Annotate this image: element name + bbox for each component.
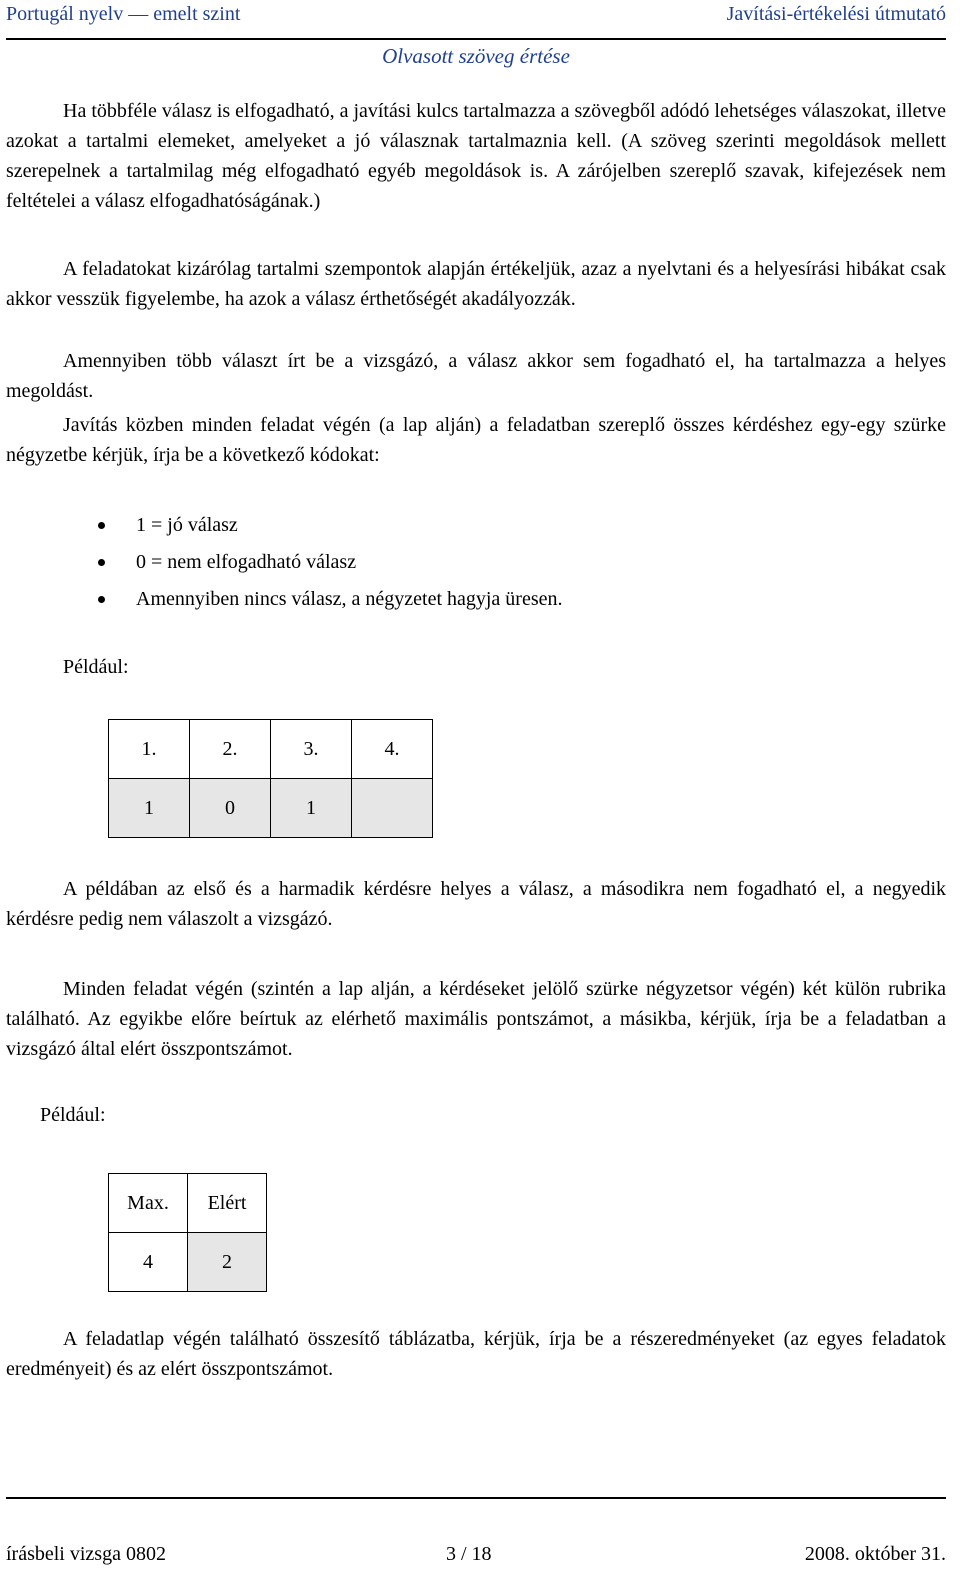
- table-row: [109, 1233, 267, 1292]
- example-answer-table: [108, 719, 433, 838]
- table-header-cell: 2.: [190, 720, 271, 779]
- table-header-cell: Elért: [188, 1174, 267, 1233]
- earned-score-cell: 2: [188, 1233, 267, 1292]
- table-row: [109, 779, 433, 838]
- page-number: 3 / 18: [446, 1543, 492, 1565]
- paragraph-1: Ha többféle válasz is elfogadható, a javítási kulcs tartalmazza a szövegből adódó lehetséges válaszokat, illetve azokat a tartalmi elemeket, amelyeket a jó válasznak tartalmaznia kell. (A szöveg szerinti megoldások mellett szerepelnek a tartalmilag még elfogadható egyéb megoldások is. A zárójelben szereplő szavak, kifejezések nem feltételei a válasz elfogadhatóságának.): [6, 100, 946, 212]
- table-header-cell: 1.: [109, 720, 190, 779]
- header-divider: [6, 38, 946, 40]
- code-list: [98, 510, 563, 621]
- page-header: [6, 0, 946, 28]
- answer-cell: 0: [190, 779, 271, 838]
- footer-divider: [6, 1497, 946, 1499]
- footer-left: írásbeli vizsga 0802: [6, 1543, 166, 1565]
- score-table: [108, 1173, 267, 1292]
- code-item: 0 = nem elfogadható válasz: [98, 547, 563, 584]
- example-label-1: Például:: [63, 656, 129, 678]
- answer-cell: 1: [109, 779, 190, 838]
- max-score-cell: 4: [109, 1233, 188, 1292]
- paragraph-5: A példában az első és a harmadik kérdésre helyes a válasz, a másodikra nem fogadható el, a negyedik kérdésre pedig nem válaszolt a vizsgázó.: [6, 878, 946, 930]
- table-header-cell: 3.: [271, 720, 352, 779]
- table-header-cell: Max.: [109, 1174, 188, 1233]
- section-title: Olvasott szöveg értése: [382, 44, 570, 68]
- code-item: 1 = jó válasz: [98, 510, 563, 547]
- header-right: Javítási-értékelési útmutató: [726, 3, 946, 25]
- paragraph-4: Javítás közben minden feladat végén (a lap alján) a feladatban szereplő összes kérdéshez egy-egy szürke négyzetbe kérjük, írja be a következő kódokat:: [6, 414, 946, 466]
- paragraph-6: Minden feladat végén (szintén a lap alján, a kérdéseket jelölő szürke négyzetsor végén) két külön rubrika található. Az egyikbe előre beírtuk az elérhető maximális pontszámot, a másikba, kérjük, írja be a feladatban a vizsgázó által elért összpontszámot.: [6, 978, 946, 1060]
- paragraph-7: A feladatlap végén található összesítő táblázatba, kérjük, írja be a részeredményeket (az egyes feladatok eredményeit) és az elért összpontszámot.: [6, 1328, 946, 1380]
- footer-date: 2008. október 31.: [804, 1543, 946, 1565]
- code-item: Amennyiben nincs válasz, a négyzetet hagyja üresen.: [98, 584, 563, 621]
- table-row: [109, 720, 433, 779]
- paragraph-3: Amennyiben több választ írt be a vizsgázó, a válasz akkor sem fogadható el, ha tartalmazza a helyes megoldást.: [6, 350, 946, 402]
- paragraph-2: A feladatokat kizárólag tartalmi szempontok alapján értékeljük, azaz a nyelvtani és a helyesírási hibákat csak akkor vesszük figyelembe, ha azok a válasz érthetőségét akadályozzák.: [6, 258, 946, 310]
- answer-cell: 1: [271, 779, 352, 838]
- header-left: Portugál nyelv — emelt szint: [6, 3, 241, 25]
- table-row: [109, 1174, 267, 1233]
- answer-cell: [352, 779, 433, 838]
- example-label-2: Például:: [40, 1104, 106, 1126]
- table-header-cell: 4.: [352, 720, 433, 779]
